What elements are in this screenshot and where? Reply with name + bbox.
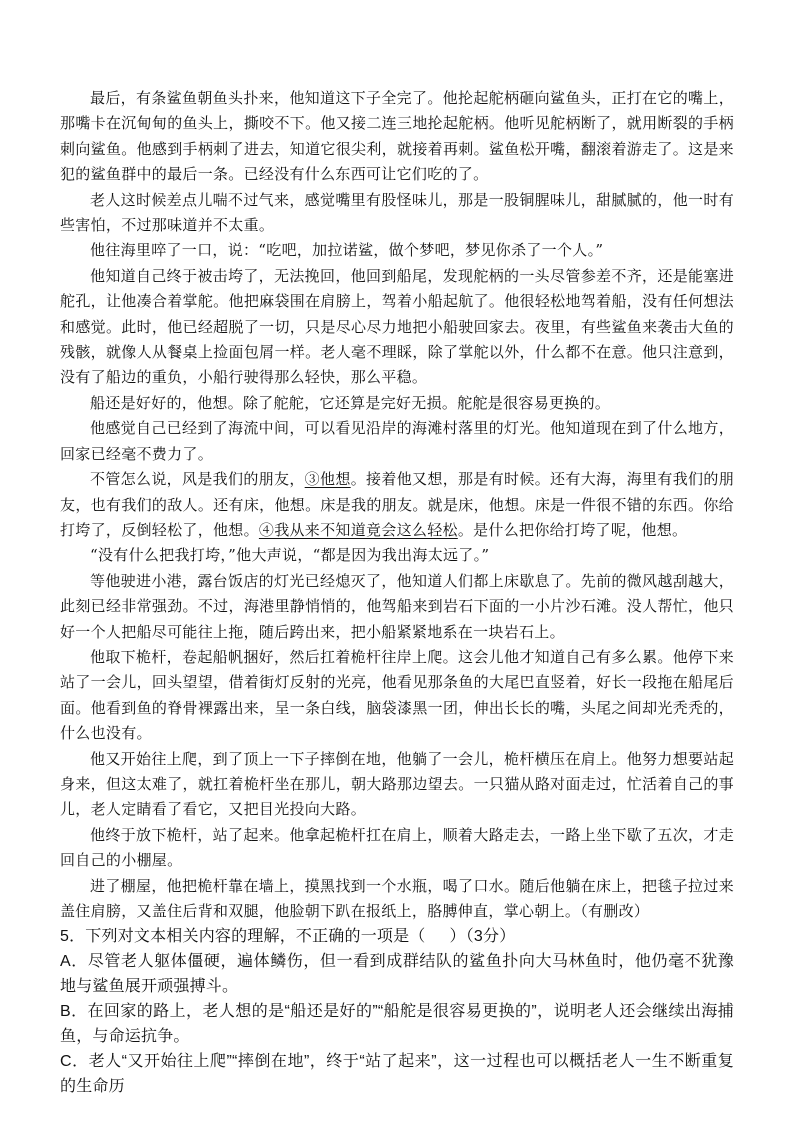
paragraph-7-text-b: 。接着他又想，那是有时候。还有大海，海里有我们的朋友，也有我们的敌人。还有床，他想。床是我的朋友。就是床，他想。床是一件很不错的东西。你给打垮了，反倒轻松了，他想。: [60, 470, 734, 539]
underlined-sentence-3: ③他想: [304, 470, 351, 489]
passage-paragraph-7: [60, 467, 734, 543]
passage-paragraph-4: 他知道自己终于被击垮了，无法挽回，他回到船尾，发现舵柄的一头尽管参差不齐，还是能塞进舵孔，让他凑合着掌舵。他把麻袋围在肩膀上，驾着小船起航了。他很轻松地驾着船，没有任何想法和感觉。此时，他已经超脱了一切，只是尽心尽力地把小船驶回家去。夜里，有些鲨鱼来袭击大鱼的残骸，就像人从餐桌上捡面包屑一样。老人毫不理睬，除了掌舵以外，什么都不在意。他只注意到，没有了船边的重负，小船行驶得那么轻快，那么平稳。: [60, 266, 734, 387]
passage-paragraph-6: 他感觉自己已经到了海流中间，可以看见沿岸的海滩村落里的灯光。他知道现在到了什么地方，回家已经毫不费力了。: [60, 419, 734, 463]
paragraph-7-text-c: 。是什么把你给打垮了呢，他想。: [457, 520, 688, 539]
passage-paragraph-2: 老人这时候差点儿喘不过气来，感觉嘴里有股怪味儿，那是一股铜腥味儿，甜腻腻的，他一时有些害怕，不过那味道并不太重。: [60, 190, 734, 235]
paragraph-7-text-a: 不管怎么说，风是我们的朋友，: [90, 470, 305, 489]
passage-paragraph-12: 他终于放下桅杆，站了起来。他拿起桅杆扛在肩上，顺着大路走去，一路上坐下歇了五次，才走回自己的小棚屋。: [60, 825, 734, 870]
underlined-sentence-4: ④我从来不知道竟会这么轻松: [258, 520, 458, 539]
passage-paragraph-1: 最后，有条鲨鱼朝鱼头扑来，他知道这下子全完了。他抡起舵柄砸向鲨鱼头，正打在它的嘴上，那嘴卡在沉甸甸的鱼头上，撕咬不下。他又接二连三地抡起舵柄。他听见舵柄断了，就用断裂的手柄刺向鲨鱼。他感到手柄刺了进去，知道它很尖利，就接着再刺。鲨鱼松开嘴，翻滚着游走了。这是来犯的鲨鱼群中的最后一条。已经没有什么东西可让它们吃的了。: [60, 89, 734, 184]
passage-paragraph-8: “没有什么把我打垮，”他大声说，“都是因为我出海太远了。”: [90, 546, 490, 565]
passage-paragraph-11: 他又开始往上爬，到了顶上一下子摔倒在地，他躺了一会儿，桅杆横压在肩上。他努力想要站起身来，但这太难了，就扛着桅杆坐在那儿，朝大路那边望去。一只猫从路对面走过，忙活着自己的事儿，老人定睛看了看它，又把目光投向大路。: [60, 749, 734, 819]
passage-paragraph-3: 他往海里啐了一口，说：“吃吧，加拉诺鲨，做个梦吧，梦见你杀了一个人。”: [90, 241, 604, 260]
passage-paragraph-5: 船还是好好的，他想。除了舵舵，它还算是完好无损。舵舵是很容易更换的。: [90, 393, 611, 412]
question-5-option-a: A．尽管老人躯体僵硬，遍体鳞伤，但一看到成群结队的鲨鱼扑向大马林鱼时，他仍毫不犹豫地与鲨鱼展开顽强搏斗。: [60, 953, 734, 996]
question-5-option-b: B．在回家的路上，老人想的是“船还是好的”“船舵是很容易更换的”，说明老人还会继续出海捕鱼，与命运抗争。: [60, 1003, 734, 1046]
passage-paragraph-10: 他取下桅杆，卷起船帆捆好，然后扛着桅杆往岸上爬。这会儿他才知道自己有多么累。他停下来站了一会儿，回头望望，借着街灯反射的光亮，他看见那条鱼的大尾巴直竖着，好长一段拖在船尾后面。他看到鱼的脊骨裸露出来，呈一条白线，脑袋漆黑一团，伸出长长的嘴，头尾之间却光秃秃的，什么也没有。: [60, 647, 734, 743]
question-5-stem: [60, 924, 734, 949]
question-5-stem-b: ）（3分）: [449, 928, 516, 946]
passage-paragraph-13: 进了棚屋，他把桅杆靠在墙上，摸黑找到一个水瓶，喝了口水。随后他躺在床上，把毯子拉过来盖住肩膀，又盖住后背和双腿，他脸朝下趴在报纸上，胳膊伸直，掌心朝上。（有删改）: [60, 876, 734, 920]
passage-paragraph-9: 等他驶进小港，露台饭店的灯光已经熄灭了，他知道人们都上床歇息了。先前的微风越刮越大，此刻已经非常强劲。不过，海港里静悄悄的，他驾船来到岩石下面的一小片沙石滩。没人帮忙，他只好一个人把船尽可能往上拖，随后跨出来，把小船紧紧地系在一块岩石上。: [60, 571, 734, 641]
question-5-stem-a: 5．下列对文本相关内容的理解，不正确的一项是（: [60, 928, 426, 946]
question-5-option-c: C．老人“又开始往上爬”“摔倒在地”，终于“站了起来”，这一过程也可以概括老人一生不断重复的生命历: [60, 1053, 734, 1096]
